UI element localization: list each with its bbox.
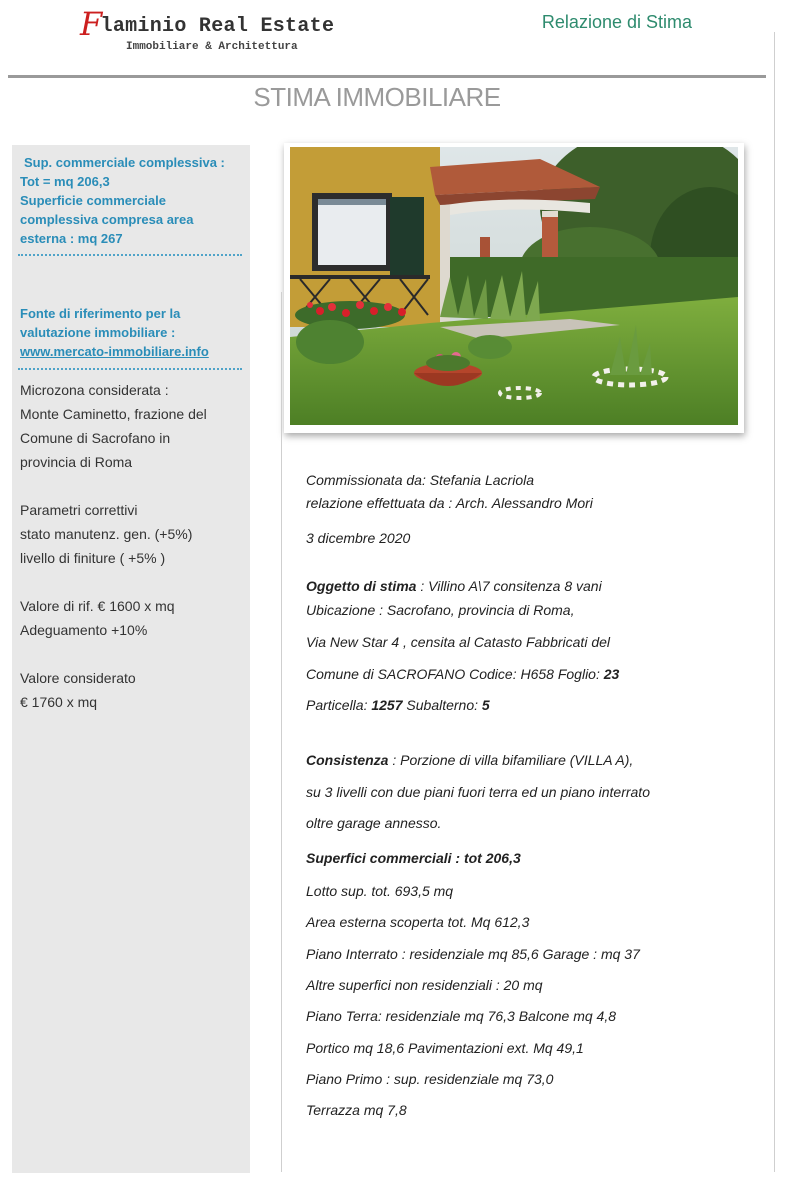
- cadastral-particella: [306, 697, 490, 713]
- company-logo: [80, 5, 335, 53]
- property-photo: [284, 143, 744, 433]
- surface-line: Tot = mq 206,3: [20, 174, 110, 189]
- surface-detail: Altre superfici non residenziali : 20 mq: [306, 977, 543, 993]
- superfici-label: Superfici commerciali: [306, 850, 452, 866]
- sidebar: [12, 145, 250, 1173]
- microzone-line: provincia di Roma: [20, 454, 133, 470]
- reference-source: [20, 304, 242, 361]
- surface-detail: Piano Interrato : residenziale mq 85,6 Garage : mq 37: [306, 946, 640, 962]
- content-divider: [281, 292, 282, 1172]
- surface-detail: Area esterna scoperta tot. Mq 612,3: [306, 914, 530, 930]
- dotted-divider: [18, 368, 242, 370]
- commissioned-by: Commissionata da: Stefania Lacriola: [306, 472, 535, 488]
- surface-detail: Piano Terra: residenziale mq 76,3 Balcone mq 4,8: [306, 1008, 616, 1024]
- cadastral-comune: [306, 666, 619, 682]
- logo-initial: F: [80, 5, 103, 43]
- surface-detail: Portico mq 18,6 Pavimentazioni ext. Mq 49,1: [306, 1040, 584, 1056]
- source-line: Fonte di riferimento per la: [20, 306, 181, 321]
- object-label: Oggetto di stima: [306, 578, 417, 594]
- param-line: stato manutenz. gen. (+5%): [20, 526, 193, 542]
- consistenza-text: : Porzione di villa bifamiliare (VILLA A),: [388, 752, 634, 768]
- particella-label: Particella:: [306, 697, 372, 713]
- consistenza-line: oltre garage annesso.: [306, 815, 442, 831]
- object-of-estimate: [306, 578, 602, 594]
- param-line: livello di finiture ( +5% ): [20, 550, 166, 566]
- valuation-parameters: [20, 378, 244, 714]
- consistenza: [306, 752, 633, 768]
- microzone-line: Microzona considerata :: [20, 382, 169, 398]
- surface-detail: Lotto sup. tot. 693,5 mq: [306, 883, 454, 899]
- address: Via New Star 4 , censita al Catasto Fabbricati del: [306, 634, 611, 650]
- surface-line: esterna : mq 267: [20, 231, 123, 246]
- superfici-total: : tot 206,3: [451, 850, 521, 866]
- particella-value: 1257: [371, 697, 403, 713]
- page-title: STIMA IMMOBILIARE: [253, 82, 501, 112]
- comune-text: Comune di SACROFANO Codice: H658 Foglio:: [306, 666, 604, 682]
- surface-summary: [20, 153, 242, 248]
- header-divider: [8, 75, 766, 78]
- superfici-heading: [306, 850, 521, 866]
- considered-value-line: Valore considerato: [20, 670, 136, 686]
- report-date: 3 dicembre 2020: [306, 530, 411, 546]
- dotted-divider: [18, 254, 242, 256]
- villa-photo-icon: [290, 147, 738, 425]
- subalterno-label: Subalterno:: [402, 697, 482, 713]
- param-line: Parametri correttivi: [20, 502, 138, 518]
- page-right-border: [774, 32, 775, 1172]
- microzone-line: Comune di Sacrofano in: [20, 430, 171, 446]
- location: Ubicazione : Sacrofano, provincia di Roma,: [306, 602, 575, 618]
- considered-value-line: € 1760 x mq: [20, 694, 98, 710]
- object-text: : Villino A\7 consitenza 8 vani: [416, 578, 602, 594]
- document-label: Relazione di Stima: [541, 12, 692, 32]
- surface-line: complessiva compresa area: [20, 212, 194, 227]
- foglio-value: 23: [603, 666, 620, 682]
- surface-detail: Terrazza mq 7,8: [306, 1102, 407, 1118]
- consistenza-line: su 3 livelli con due piani fuori terra ed un piano interrato: [306, 784, 650, 800]
- source-link[interactable]: www.mercato-immobiliare.info: [20, 344, 209, 359]
- subalterno-value: 5: [481, 697, 490, 713]
- surface-line: Sup. commerciale complessiva :: [24, 155, 225, 170]
- surface-line: Superficie commerciale: [20, 193, 166, 208]
- ref-value-line: Adeguamento +10%: [20, 622, 148, 638]
- logo-name-rest: laminio Real Estate: [100, 15, 335, 38]
- source-line: valutazione immobiliare :: [20, 325, 176, 340]
- consistenza-label: Consistenza: [306, 752, 389, 768]
- microzone-line: Monte Caminetto, frazione del: [20, 406, 207, 422]
- logo-name: [80, 5, 335, 43]
- logo-subtitle: Immobiliare & Architettura: [126, 41, 298, 53]
- ref-value-line: Valore di rif. € 1600 x mq: [20, 598, 175, 614]
- performed-by: relazione effettuata da : Arch. Alessandro Mori: [306, 495, 593, 511]
- surface-detail: Piano Primo : sup. residenziale mq 73,0: [306, 1071, 554, 1087]
